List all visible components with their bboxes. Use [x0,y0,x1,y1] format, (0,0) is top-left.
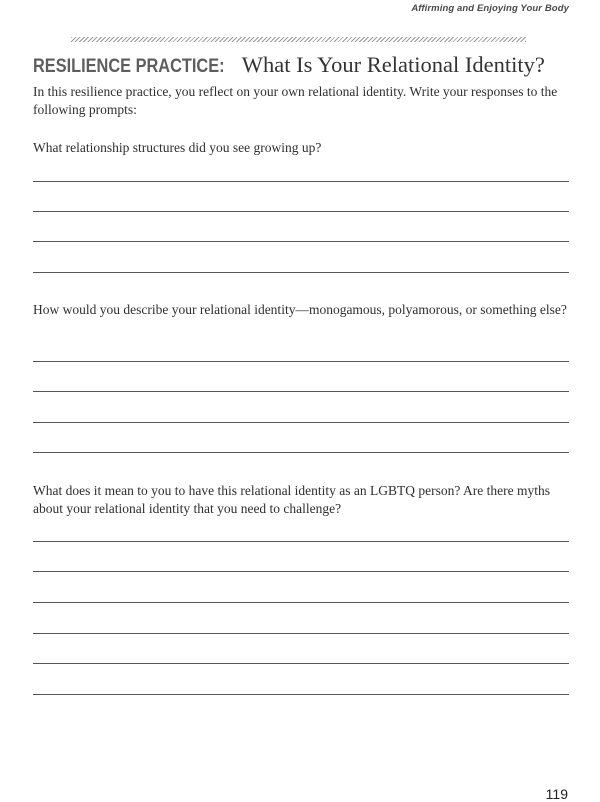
prompt-1: What relationship structures did you see growing up? [33,140,322,155]
answer-line[interactable] [33,541,569,542]
intro-paragraph: In this resilience practice, you reflect on your own relational identity. Write your responses to the following prompts: [33,84,558,117]
answer-line[interactable] [33,391,569,392]
running-head: Affirming and Enjoying Your Body [411,3,569,14]
answer-line[interactable] [33,211,569,212]
decorative-hatch-rule [71,37,526,42]
title-text: What Is Your Relational Identity? [241,52,545,77]
answer-line[interactable] [33,181,569,182]
answer-line[interactable] [33,694,569,695]
answer-line[interactable] [33,602,569,603]
answer-line[interactable] [33,422,569,423]
answer-line[interactable] [33,452,569,453]
answer-line[interactable] [33,272,569,273]
answer-line[interactable] [33,571,569,572]
answer-line[interactable] [33,663,569,664]
answer-line[interactable] [33,241,569,242]
answer-line[interactable] [33,633,569,634]
title-label: RESILIENCE PRACTICE: [33,56,225,77]
prompt-2: How would you describe your relational identity—monogamous, polyamorous, or something else? [33,302,567,317]
page-number: 119 [545,786,568,802]
prompt-3: What does it mean to you to have this relational identity as an LGBTQ person? Are there myths about your relational identity that you need to challenge? [33,483,550,516]
page-title [33,47,545,81]
answer-line[interactable] [33,361,569,362]
